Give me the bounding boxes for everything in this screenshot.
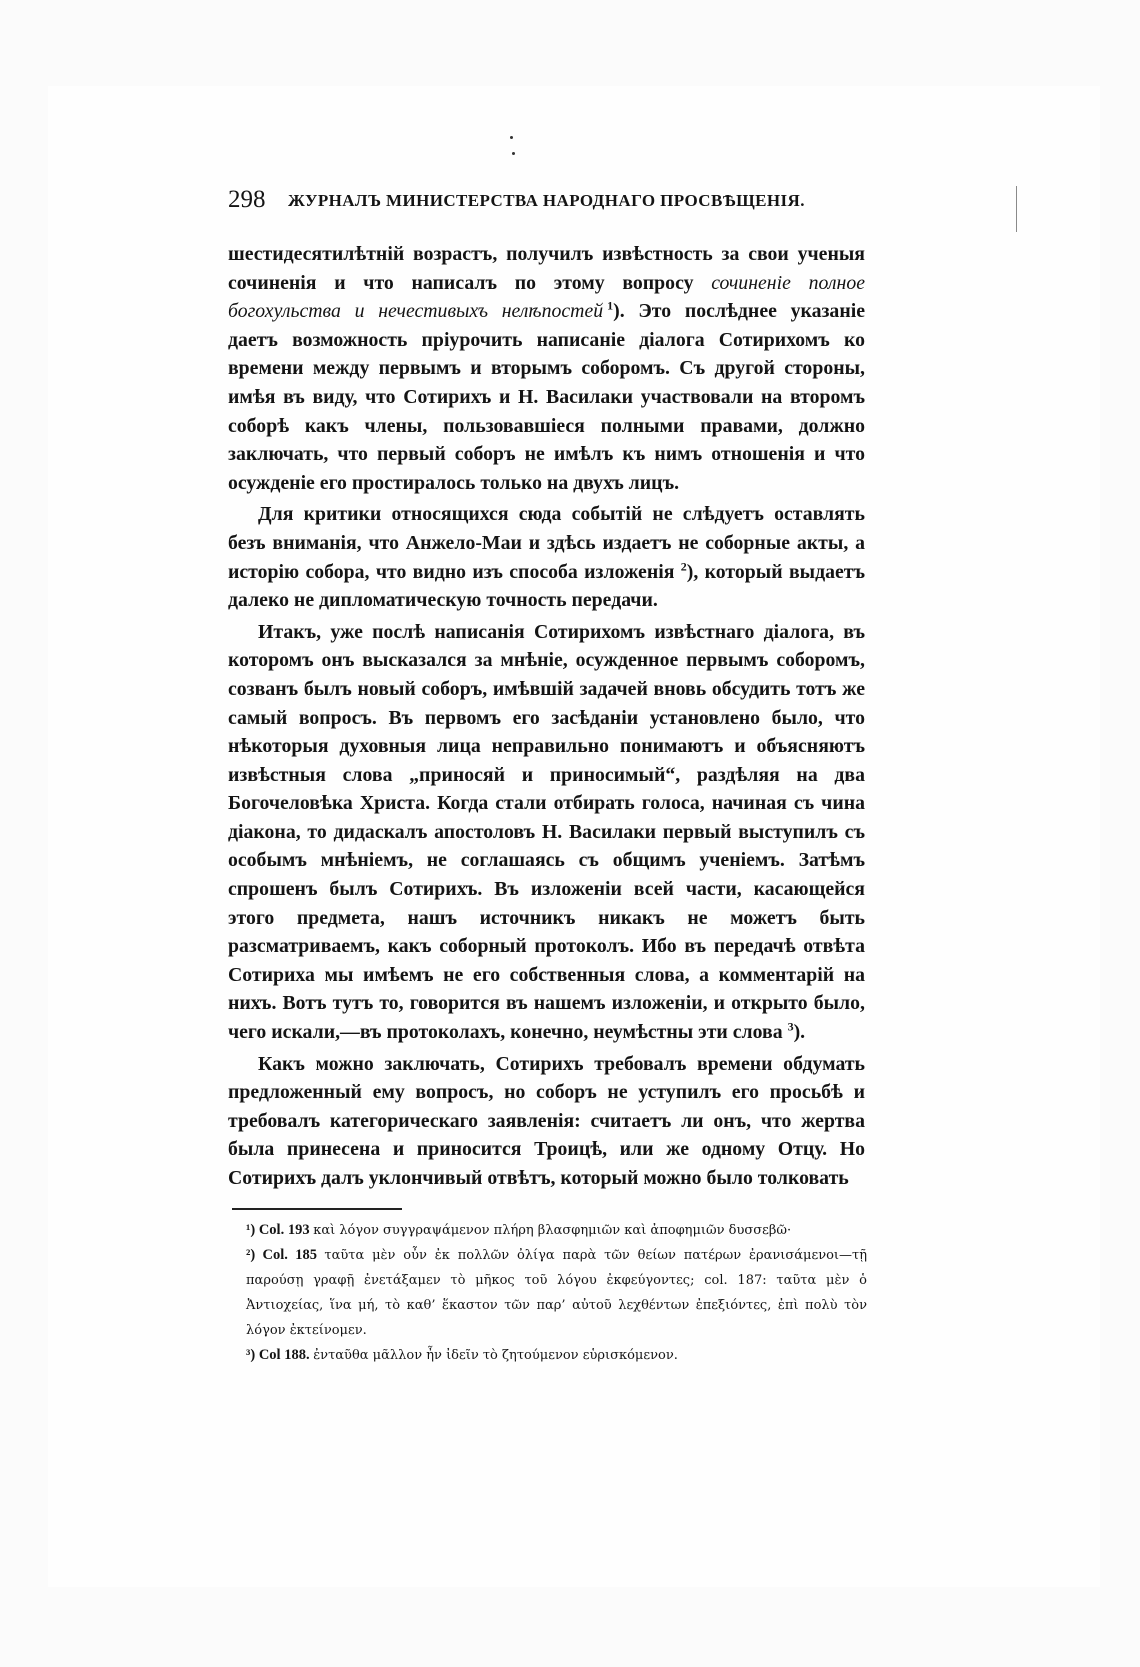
paragraph-text: Какъ можно заключать, Сотирихъ требовалъ времени обдумать предложенный ему вопросъ, но соборъ не уступилъ его просьбѣ и требовалъ категорическаго заявленія: считаетъ ли онъ, что жертва была принесена и приносится Троицѣ, или же одному Отцу. Но Сотирихъ далъ уклончивый отвѣтъ, который можно было толковать — [228, 1052, 865, 1189]
footnote-ref-col: Col 188. — [258, 1347, 310, 1363]
binding-edge-mark — [1016, 186, 1017, 232]
footnote-greek: ταῦτα μὲν οὖν ἐκ πολλῶν ὀλίγα παρὰ τῶν θείων πατέρων ἐρανισάμενοι—τῇ παρούσῃ γραφῇ ἐνετάξαμεν τὸ μῆκος τοῦ λόγου ἐκφεύγοντες; col. 187: ταῦτα μὲν ὁ Ἀντιοχείας, ἵνα μή, τὸ καθ’ ἕκαστον τῶν παρ’ αὐτοῦ λεχθέντων ἐπεξιόντες, ἐπὶ πολὺ τὸν λόγον ἐκτείνομεν. — [246, 1248, 868, 1338]
scan-speck — [510, 136, 513, 139]
paragraph-text: ). Это послѣднее указаніе даетъ возможность пріурочить написаніе діалога Сотирихомъ ко времени между первымъ и вторымъ соборомъ. Съ другой стороны, имѣя въ виду, что Сотирихъ и Н. Василаки участвовали на второмъ соборѣ какъ члены, пользовавшіеся полными правами, должно заключать, что первый соборъ не имѣлъ къ нимъ отношенія и что осужденіе его простиралось только на двухъ лицъ. — [228, 300, 865, 494]
paragraph-text: Итакъ, уже послѣ написанія Сотирихомъ извѣстнаго діалога, въ которомъ онъ высказался за мнѣніе, осужденное первымъ соборомъ, созванъ былъ новый соборъ, имѣвшій задачей вновь обсудить тотъ же самый вопросъ. Въ первомъ его засѣданіи установлено было, что нѣкоторыя духовныя лица неправильно понимаютъ и объясняютъ извѣстныя слова „приносяй и приносимый“, раздѣляя на два Богочеловѣка Христа. Когда стали отбирать голоса, начиная съ чина діакона, то дидаскалъ апостоловъ Н. Василаки первый выступилъ съ особымъ мнѣніемъ, не соглашаясь съ общимъ ученіемъ. Затѣмъ спрошенъ былъ Сотирихъ. Въ изложеніи всей части, касающейся этого предмета, нашъ источникъ никакъ не можетъ быть разсматриваемъ, какъ соборный протоколъ. Ибо въ передачѣ отвѣта Сотириха мы имѣемъ не его собственныя слова, а комментарій на нихъ. Вотъ тутъ то, говорится въ нашемъ изложеніи, и открыто было, чего искали,—въ протоколахъ, конечно, неумѣстны эти слова — [228, 620, 865, 1044]
footnote-ref: 2 — [680, 558, 687, 573]
footnote-ref: 1 — [607, 298, 614, 313]
footnote — [232, 1218, 867, 1243]
running-head: ЖУРНАЛЪ МИНИСТЕРСТВА НАРОДНАГО ПРОСВѢЩЕНІЯ. — [288, 191, 805, 210]
footnote-ref-col: Col. 185 — [262, 1247, 318, 1263]
footnote-ref: 3 — [787, 1019, 794, 1034]
footnote-ref-col: Col. 193 — [258, 1222, 310, 1238]
page-header — [228, 186, 868, 220]
footnote-marker: ²) — [246, 1247, 256, 1263]
paragraph-text: Для критики относящихся сюда событій не слѣдуетъ оставлять безъ вниманія, что Анжело-Маи и здѣсь издаетъ не соборные акты, а исторію собора, что видно изъ способа изложенія — [228, 503, 865, 583]
footnote-greek: ἐνταῦθα μᾶλλον ἦν ἰδεῖν τὸ ζητούμενον εὑρισκόμενον. — [313, 1348, 678, 1363]
paragraph — [228, 500, 865, 614]
paragraph-text: ), который выдаетъ далеко не дипломатическую точность передачи. — [228, 560, 865, 612]
page-number: 298 — [228, 186, 266, 213]
footnote — [232, 1243, 867, 1343]
italic-quote: сочиненіе полное богохульства и нечестивыхъ нелѣпостей — [228, 271, 865, 323]
paragraph — [228, 618, 865, 1047]
paragraph — [228, 240, 865, 497]
footnote-divider — [232, 1208, 402, 1210]
footnote-marker: ¹) — [246, 1222, 256, 1238]
footnote-marker: ³) — [246, 1347, 256, 1363]
footnote-greek: καὶ λόγον συγγραψάμενον πλήρη βλασφημιῶν καὶ ἀποφημιῶν δυσσεβῶ· — [313, 1223, 792, 1238]
paragraph — [228, 1050, 865, 1193]
footnote — [232, 1343, 867, 1368]
paragraph-text: ). — [793, 1021, 806, 1044]
paragraph-text: шестидесятилѣтній возрастъ, получилъ извѣстность за свои ученыя сочиненія и что написалъ по этому вопросу — [228, 243, 865, 294]
footnotes — [232, 1218, 867, 1368]
scan-speck — [512, 152, 515, 155]
main-text — [228, 240, 865, 1193]
